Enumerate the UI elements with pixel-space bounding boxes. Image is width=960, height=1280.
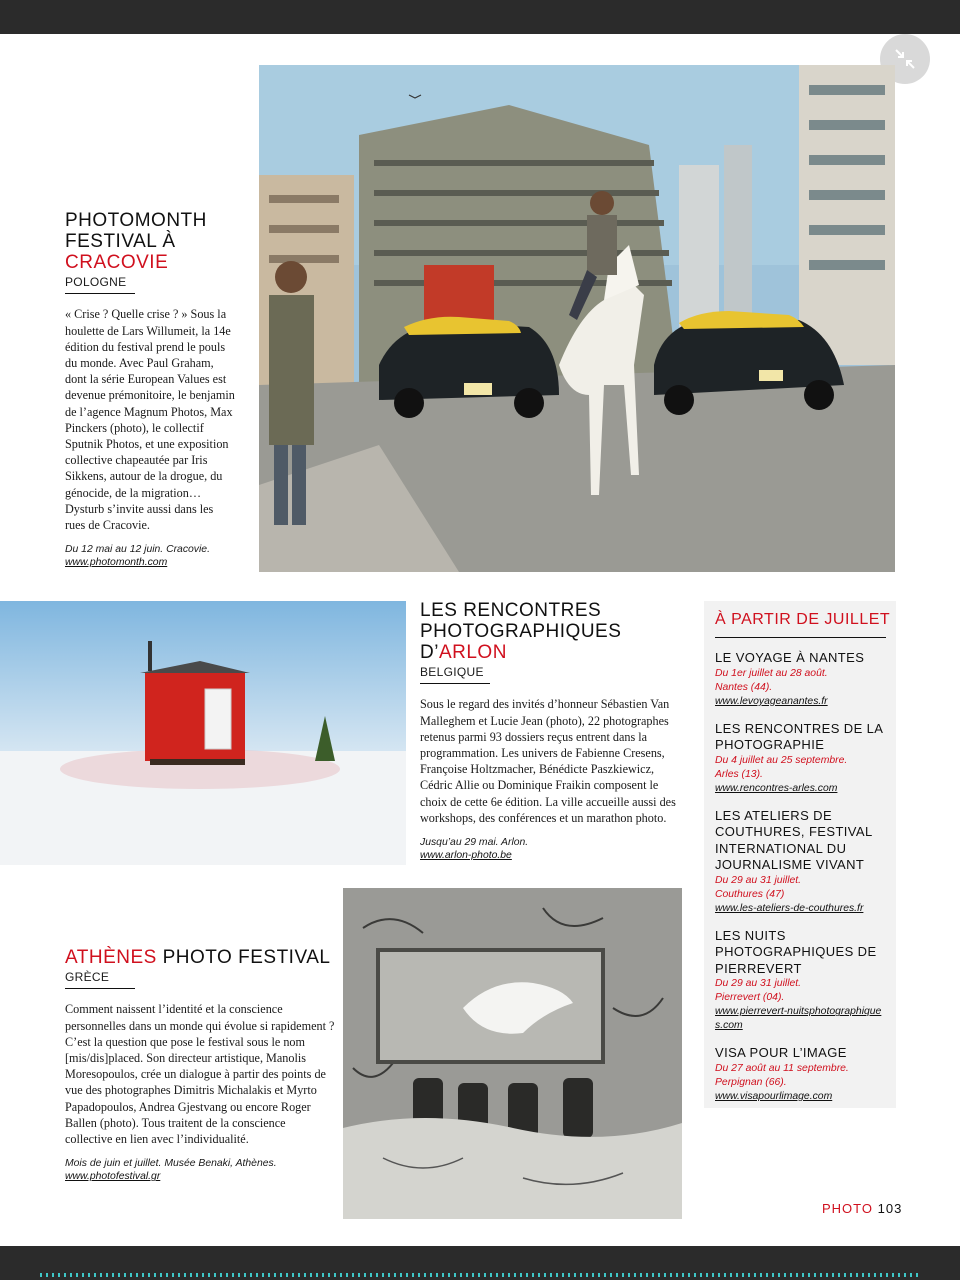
agenda-place: Perpignan (66).	[715, 1076, 787, 1088]
divider	[420, 683, 490, 684]
agenda-dates: Du 4 juillet au 25 septembre.	[715, 754, 848, 766]
divider	[715, 637, 886, 638]
expand-collapse-icon	[893, 47, 917, 71]
agenda-dates: Du 1er juillet au 28 août.	[715, 667, 828, 679]
page-folio	[822, 1201, 902, 1216]
agenda-dates: Du 29 au 31 juillet.	[715, 978, 802, 990]
title-line: PHOTOGRAPHIQUES	[420, 621, 622, 642]
article-title	[65, 210, 235, 273]
country-label: GRÈCE	[65, 970, 110, 984]
divider	[65, 988, 135, 989]
event-info: Mois de juin et juillet. Musée Benaki, Athènes.	[65, 1158, 277, 1170]
agenda-link[interactable]: www.les-ateliers-de-couthures.fr	[715, 902, 864, 914]
agenda-item	[715, 1045, 886, 1104]
article-body: Comment naissent l’identité et la conscience personnelles dans un monde qui évolue si rapidement ? C’est la question que pose le festival sous le nom [mis/dis]placed. Son directeur artistique, Manolis Moresopoulos, crée un dialogue à partir des points de vue des photographes Dimitris Michalakis et Myrto Papadopoulos, Andrea Gjestvang ou encore Roger Ballen (photo). Tous traitent de la conscience collective en lien avec l’individualité.	[65, 1002, 335, 1147]
article-athenes	[65, 947, 335, 1182]
country-label: BELGIQUE	[420, 665, 484, 679]
article-title	[65, 947, 335, 968]
title-highlight: ARLON	[438, 642, 507, 663]
title-highlight: ATHÈNES	[65, 947, 157, 968]
agenda-item	[715, 650, 886, 709]
agenda-item	[715, 928, 886, 1034]
event-info: Du 12 mai au 12 juin. Cracovie.	[65, 544, 210, 556]
photo-cracovie	[259, 65, 895, 572]
reader-top-bar	[0, 0, 960, 34]
agenda-place: Arles (13).	[715, 768, 763, 780]
sidebar-heading: À PARTIR DE JUILLET	[715, 611, 891, 628]
agenda-title: LES RENCONTRES DE LA PHOTOGRAPHIE	[715, 720, 883, 753]
agenda-title: VISA POUR L’IMAGE	[715, 1045, 847, 1061]
agenda-link[interactable]: www.pierrevert-nuitsphotographiques.com	[715, 1006, 882, 1032]
photo-arlon	[0, 601, 406, 865]
article-cracovie	[65, 210, 235, 568]
agenda-dates: Du 29 au 31 juillet.	[715, 874, 802, 886]
title-line: D’	[420, 642, 439, 663]
agenda-link[interactable]: www.levoyageanantes.fr	[715, 695, 828, 707]
article-body: Sous le regard des invités d’honneur Sébastien Van Malleghem et Lucie Jean (photo), 22 photographes retenus parmi 93 dossiers reçus entrent dans la programmation. Les univers de Fabienne Cresens, Françoise Holtzmacher, Bénédicte Paszkiewicz, Cédric Allie ou Dominique Fraikin composent le choix de cette 6e édition. La ville accueille aussi des workshops, des conférences et un marathon photo.	[420, 697, 676, 825]
title-line: LES RENCONTRES	[420, 600, 602, 621]
page-scrubber[interactable]	[40, 1273, 920, 1277]
agenda-item	[715, 721, 886, 796]
photo-athenes	[343, 888, 682, 1219]
agenda-link[interactable]: www.visapourlimage.com	[715, 1090, 833, 1102]
event-link[interactable]: www.arlon-photo.be	[420, 850, 512, 862]
agenda-place: Nantes (44).	[715, 681, 773, 693]
agenda-title: LES ATELIERS DE COUTHURES, FESTIVAL INTERNATIONAL DU JOURNALISME VIVANT	[715, 807, 873, 873]
divider	[65, 293, 135, 294]
title-line: PHOTO FESTIVAL	[156, 947, 331, 968]
event-link[interactable]: www.photofestival.gr	[65, 1171, 161, 1183]
agenda-title: LE VOYAGE À NANTES	[715, 650, 865, 666]
page-number: 103	[877, 1201, 903, 1216]
country-label: POLOGNE	[65, 275, 127, 289]
article-title	[420, 600, 682, 663]
agenda-title: LES NUITS PHOTOGRAPHIQUES DE PIERREVERT	[715, 927, 877, 976]
magazine-name: PHOTO	[822, 1201, 873, 1216]
agenda-place: Couthures (47)	[715, 888, 785, 900]
agenda-item	[715, 808, 886, 916]
agenda-place: Pierrevert (04).	[715, 992, 785, 1004]
event-link[interactable]: www.photomonth.com	[65, 557, 168, 569]
agenda-sidebar	[704, 601, 896, 1108]
article-arlon	[420, 600, 682, 861]
agenda-dates: Du 27 août au 11 septembre.	[715, 1062, 849, 1074]
agenda-link[interactable]: www.rencontres-arles.com	[715, 782, 838, 794]
title-line: PHOTOMONTH	[65, 210, 207, 231]
event-info: Jusqu’au 29 mai. Arlon.	[420, 837, 529, 849]
title-line: FESTIVAL À	[65, 231, 176, 252]
article-body: « Crise ? Quelle crise ? » Sous la houlette de Lars Willumeit, la 14e édition du festival prend le pouls du monde. Avec Paul Graham, dont la série European Values est devenue prémonitoire, le benjamin de l’agence Magnum Photos, Max Pinckers (photo), le collectif Sputnik Photos, et une exposition collective chapeautée par Iris Sikkens, autour de la drogue, du génocide, de la migration… Dysturb s’invite aussi dans les rues de Cracovie.	[65, 307, 235, 533]
title-highlight: CRACOVIE	[65, 252, 169, 273]
reader-bottom-bar	[0, 1246, 960, 1280]
